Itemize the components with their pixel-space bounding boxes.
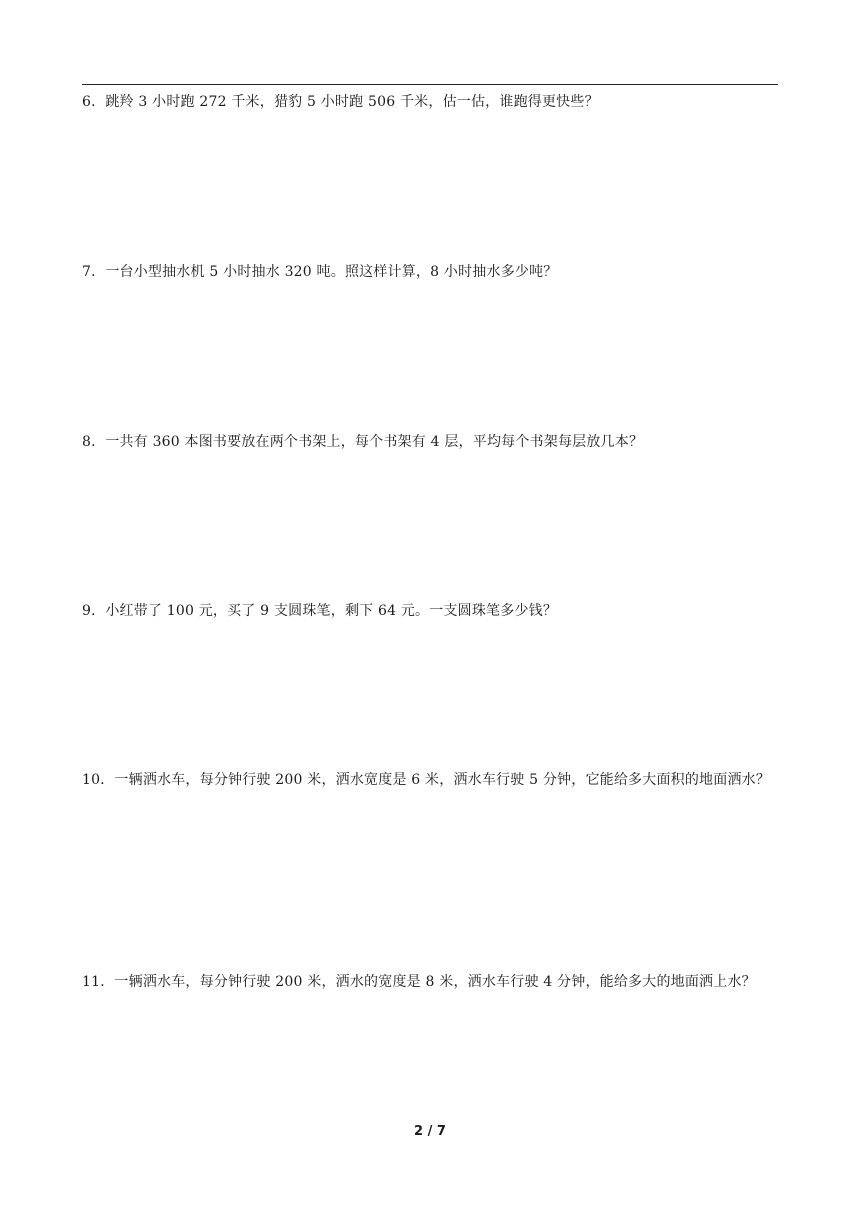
question-9 [82, 597, 782, 625]
header-rule [82, 84, 778, 85]
question-6 [82, 88, 782, 116]
question-8 [82, 428, 782, 456]
question-text: 一台小型抽水机 5 小时抽水 320 吨。照这样计算，8 小时抽水多少吨？ [105, 264, 558, 280]
question-text: 一辆洒水车，每分钟行驶 200 米，洒水宽度是 6 米，洒水车行驶 5 分钟，它能给多大面积的地面洒水？ [114, 772, 771, 788]
question-text: 一共有 360 本图书要放在两个书架上，每个书架有 4 层，平均每个书架每层放几本？ [105, 434, 644, 450]
question-10 [82, 766, 782, 794]
question-text: 一辆洒水车，每分钟行驶 200 米，洒水的宽度是 8 米，洒水车行驶 4 分钟，能给多大的地面洒上水？ [114, 974, 756, 990]
question-number: 6． [82, 94, 106, 110]
question-number: 8． [82, 434, 106, 450]
question-text: 跳羚 3 小时跑 272 千米，猎豹 5 小时跑 506 千米，估一估，谁跑得更快些？ [105, 94, 599, 110]
page-number: 2 / 7 [414, 1124, 446, 1139]
question-number: 9． [82, 603, 106, 619]
question-number: 11． [82, 974, 115, 990]
question-7 [82, 258, 782, 286]
question-number: 10． [82, 772, 115, 788]
question-11 [82, 968, 782, 996]
question-number: 7． [82, 264, 106, 280]
question-text: 小红带了 100 元，买了 9 支圆珠笔，剩下 64 元。一支圆珠笔多少钱？ [105, 603, 558, 619]
